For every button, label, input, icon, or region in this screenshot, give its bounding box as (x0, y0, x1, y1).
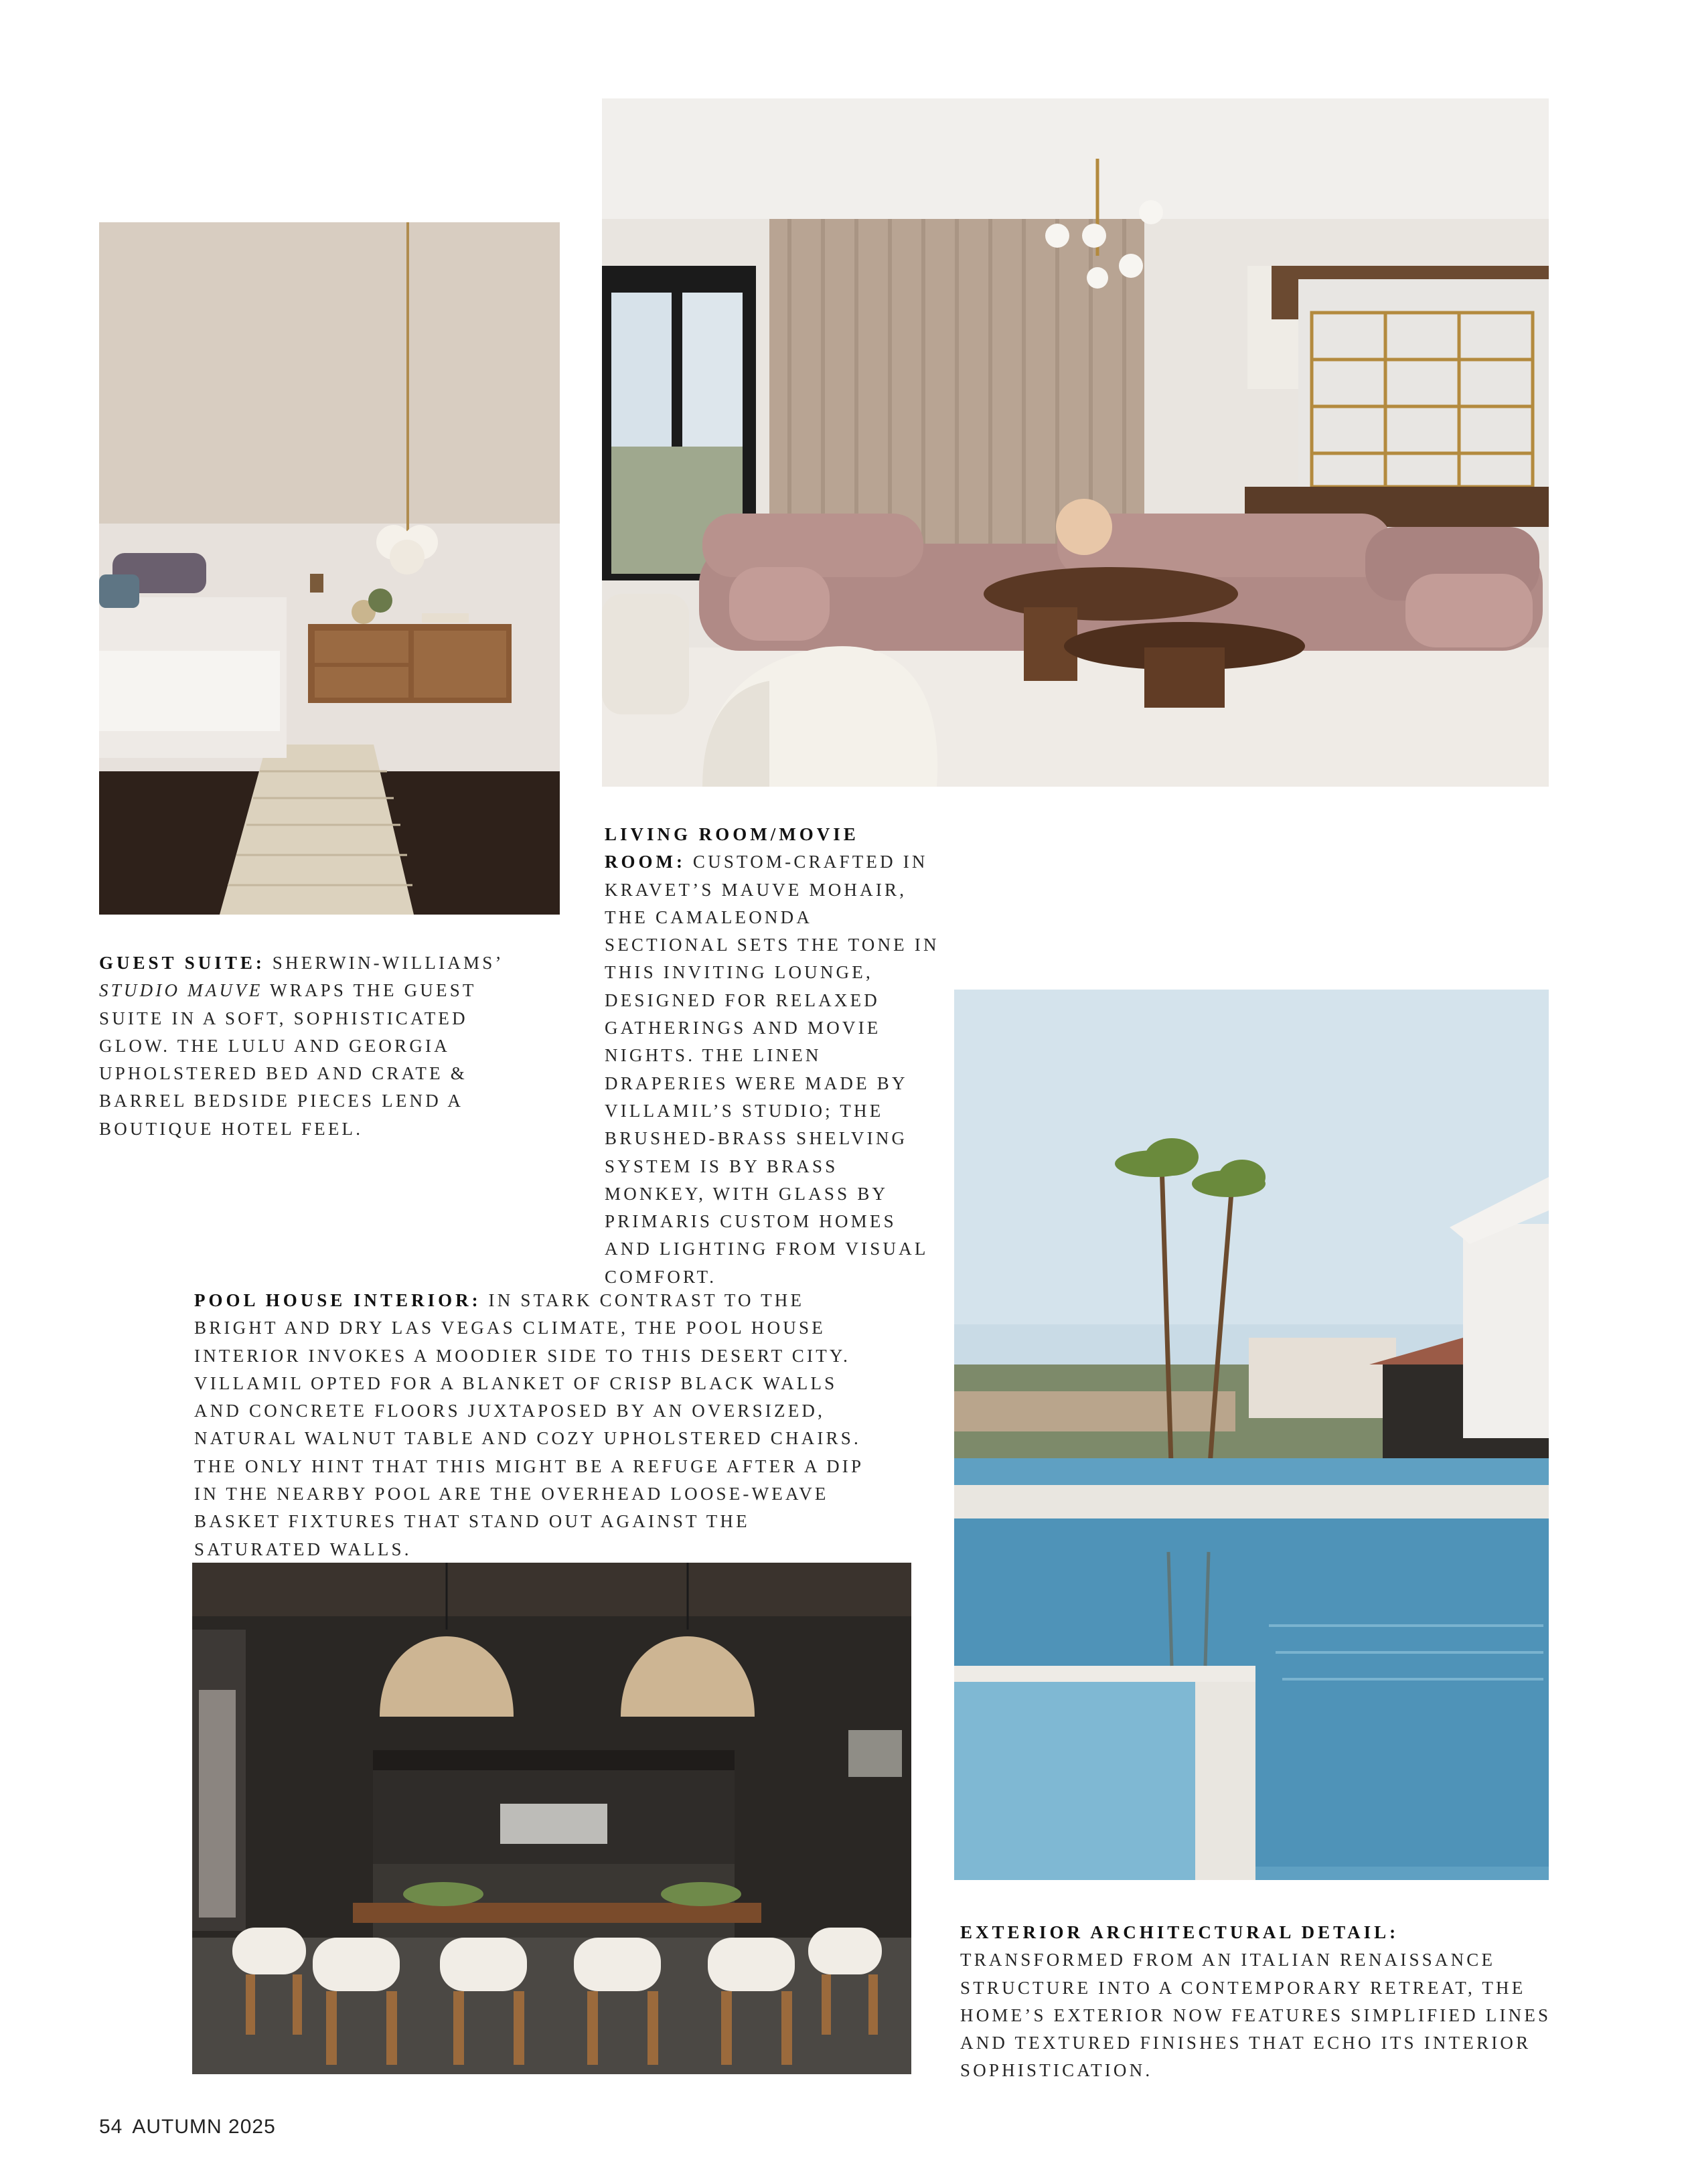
caption-text: IN STARK CONTRAST TO THE BRIGHT AND DRY LAS VEGAS CLIMATE, THE POOL HOUSE INTERIOR INVOKES A MOODIER SIDE TO THIS DESERT CITY. VILLAMIL OPTED FOR A BLANKET OF CRISP BLACK WALLS AND CONCRETE FLOORS JUXTAPOSED BY AN OVERSIZED, NATURAL WALNUT TABLE AND COZY UPHOLSTERED CHAIRS. THE ONLY HINT THAT THIS MIGHT BE A REFUGE AFTER A DIP IN THE NEARBY POOL ARE THE OVERHEAD LOOSE-WEAVE BASKET FIXTURES THAT STAND OUT AGAINST THE SATURATED WALLS. (194, 1290, 864, 1559)
pool-exterior-photo (954, 990, 1549, 1880)
caption-lead: EXTERIOR ARCHITECTURAL DETAIL: (960, 1922, 1399, 1942)
caption-italic: STUDIO MAUVE (99, 980, 263, 1001)
caption-lead: LIVING ROOM/MOVIE ROOM: (605, 824, 859, 872)
caption-text: TRANSFORMED FROM AN ITALIAN RENAISSANCE STRUCTURE INTO A CONTEMPORARY RETREAT, THE HOME’S EXTERIOR NOW FEATURES SIMPLIFIED LINES AND TEXTURED FINISHES THAT ECHO ITS INTERIOR SOPHISTICATION. (960, 1950, 1551, 2081)
living-room-caption (605, 821, 939, 1291)
pool-house-caption (194, 1287, 864, 1563)
issue-label: AUTUMN 2025 (132, 2116, 276, 2138)
caption-text: SHERWIN-WILLIAMS’ (264, 953, 503, 973)
pool-house-interior-photo (192, 1563, 911, 2074)
caption-lead: POOL HOUSE INTERIOR: (194, 1290, 481, 1310)
caption-text: WRAPS THE GUEST SUITE IN A SOFT, SOPHISTICATED GLOW. THE LULU AND GEORGIA UPHOLSTERED BED AND CRATE & BARREL BEDSIDE PIECES LEND A BOUTIQUE HOTEL FEEL. (99, 980, 477, 1139)
page-number: 54 (99, 2116, 123, 2138)
caption-lead: GUEST SUITE: (99, 953, 265, 973)
exterior-caption (960, 1919, 1563, 2085)
page-folio (99, 2116, 285, 2138)
living-room-photo (602, 98, 1549, 787)
guest-suite-caption (99, 949, 541, 1143)
guest-suite-photo (99, 222, 560, 915)
caption-text: CUSTOM-CRAFTED IN KRAVET’S MAUVE MOHAIR, THE CAMALEONDA SECTIONAL SETS THE TONE IN THIS INVITING LOUNGE, DESIGNED FOR RELAXED GATHERINGS AND MOVIE NIGHTS. THE LINEN DRAPERIES WERE MADE BY VILLAMIL’S STUDIO; THE BRUSHED-BRASS SHELVING SYSTEM IS BY BRASS MONKEY, WITH GLASS BY PRIMARIS CUSTOM HOMES AND LIGHTING FROM VISUAL COMFORT. (605, 852, 939, 1287)
